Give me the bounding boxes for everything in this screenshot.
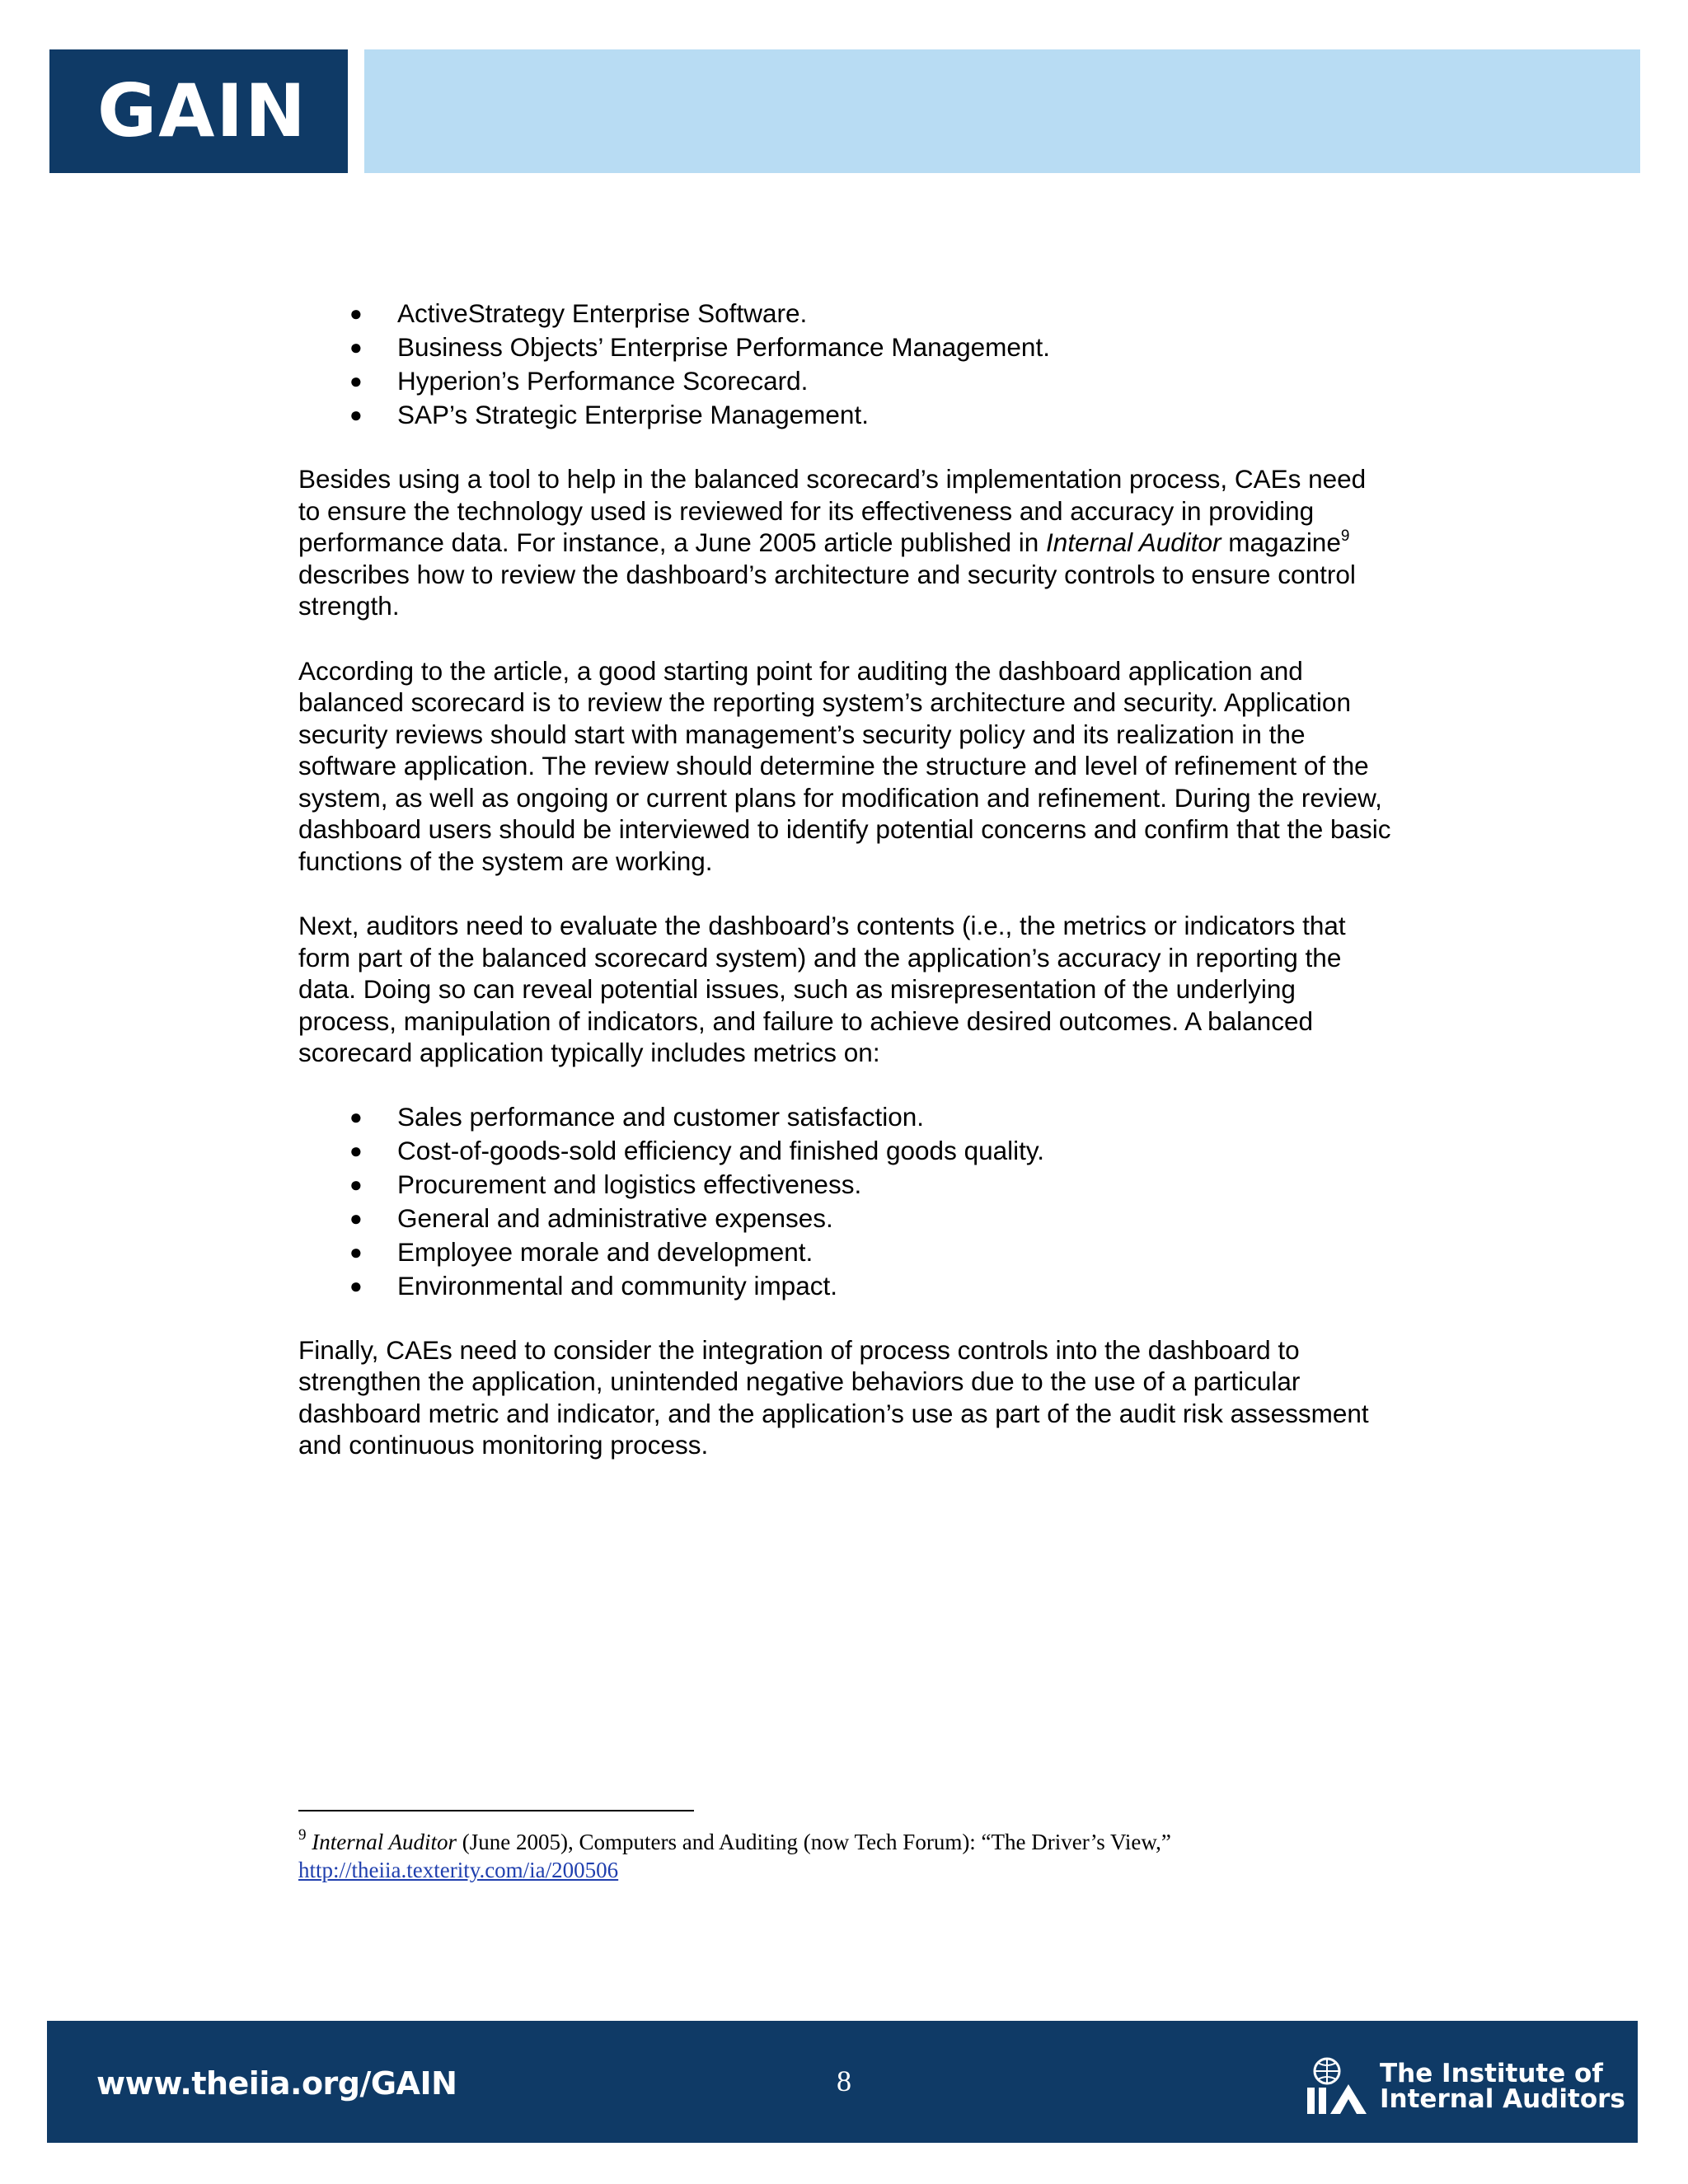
header-logo xyxy=(49,49,348,173)
iia-logo-icon xyxy=(1302,2056,1375,2117)
paragraph-conclusion: Finally, CAEs need to consider the integration of process controls into the dashboard to strengthen the application, unintended negative behaviors due to the use of a particular dashboard metric and indicator, and the application’s use as part of the audit risk assessment and continuous monitoring process. xyxy=(298,1334,1369,1460)
paragraph-article-summary: According to the article, a good starting point for auditing the dashboard application and balanced scorecard is to review the reporting system’s architecture and security. Application security reviews should start with management’s security policy and its realization in the software application. The review should determine the structure and level of refinement of the system, as well as ongoing or current plans for modification and refinement. During the review, dashboard users should be interviewed to identify potential concerns and confirm that the basic functions of the system are working. xyxy=(298,655,1391,876)
footnote-divider xyxy=(298,1810,694,1811)
bullet-icon: ● xyxy=(349,1104,363,1129)
bullet-icon: ● xyxy=(349,1272,363,1298)
publication-title: Internal Auditor xyxy=(1046,527,1221,557)
paragraph-evaluate-contents: Next, auditors need to evaluate the dashboard’s contents (i.e., the metrics or indicators that form part of the balanced scorecard system) and the application’s accuracy in reporting the data. Doing so can reveal potential issues, such as misrepresentation of the underlying process, manipulation of indicators, and failure to achieve desired outcomes. A balanced scorecard application typically includes metrics on: xyxy=(298,911,1346,1067)
org-name: The Institute of Internal Auditors xyxy=(1380,2059,1625,2114)
gain-logo-text: GAIN xyxy=(97,68,307,153)
bullet-icon: ● xyxy=(349,1137,363,1163)
bullet-icon: ● xyxy=(349,368,363,393)
footnote-number: 9 xyxy=(298,1826,307,1844)
list-item: ● Cost-of-goods-sold efficiency and finished goods quality. xyxy=(298,1134,1395,1168)
bullet-icon: ● xyxy=(349,1171,363,1197)
bullet-icon: ● xyxy=(349,402,363,427)
bullet-icon: ● xyxy=(349,1239,363,1264)
bullet-icon: ● xyxy=(349,301,363,326)
bullet-icon: ● xyxy=(349,335,363,359)
iia-brand xyxy=(1302,2054,1625,2120)
tool-list xyxy=(298,297,1395,432)
bullet-icon: ● xyxy=(349,1205,363,1230)
paragraph-tool-review: Besides using a tool to help in the balanced scorecard’s implementation process, CAEs need to ensure the technology used is reviewed for its effectiveness and accuracy in providing performance data. For instance, a June 2005 article published in Internal Auditor magazine$^9$ describes how to review the dashboard’s architecture and security controls to ensure control strength. xyxy=(298,464,1367,621)
main-content xyxy=(298,297,1395,1494)
list-item: ● Hyperion’s Performance Scorecard. xyxy=(298,364,1395,398)
header-band xyxy=(364,49,1640,173)
list-item: ● ActiveStrategy Enterprise Software. xyxy=(298,297,1395,330)
list-item: ● Employee morale and development. xyxy=(298,1235,1395,1269)
list-item: ● Procurement and logistics effectiveness. xyxy=(298,1168,1395,1202)
footnote-link[interactable]: http://theiia.texterity.com/ia/200506 xyxy=(298,1858,619,1882)
footnote-reference[interactable]: 9 xyxy=(1340,527,1350,545)
footer-bar xyxy=(47,2021,1638,2143)
list-item: ● General and administrative expenses. xyxy=(298,1202,1395,1235)
footnote: $^9$ Internal Auditor (June 2005), Computers and Auditing (now Tech Forum): “The Driver’s View,” http://theiia.texterity.com/ia/200506 xyxy=(298,1826,1171,1882)
footnote-publication: Internal Auditor xyxy=(312,1830,457,1854)
list-item: ● Environmental and community impact. xyxy=(298,1269,1395,1303)
footer-website[interactable]: www.theiia.org/GAIN xyxy=(96,2065,457,2102)
metrics-list xyxy=(298,1100,1395,1303)
list-item: ● Sales performance and customer satisfaction. xyxy=(298,1100,1395,1134)
page-number: 8 xyxy=(837,2064,851,2097)
list-item: ● SAP’s Strategic Enterprise Management. xyxy=(298,398,1395,432)
list-item: ● Business Objects’ Enterprise Performance Management. xyxy=(298,330,1395,364)
